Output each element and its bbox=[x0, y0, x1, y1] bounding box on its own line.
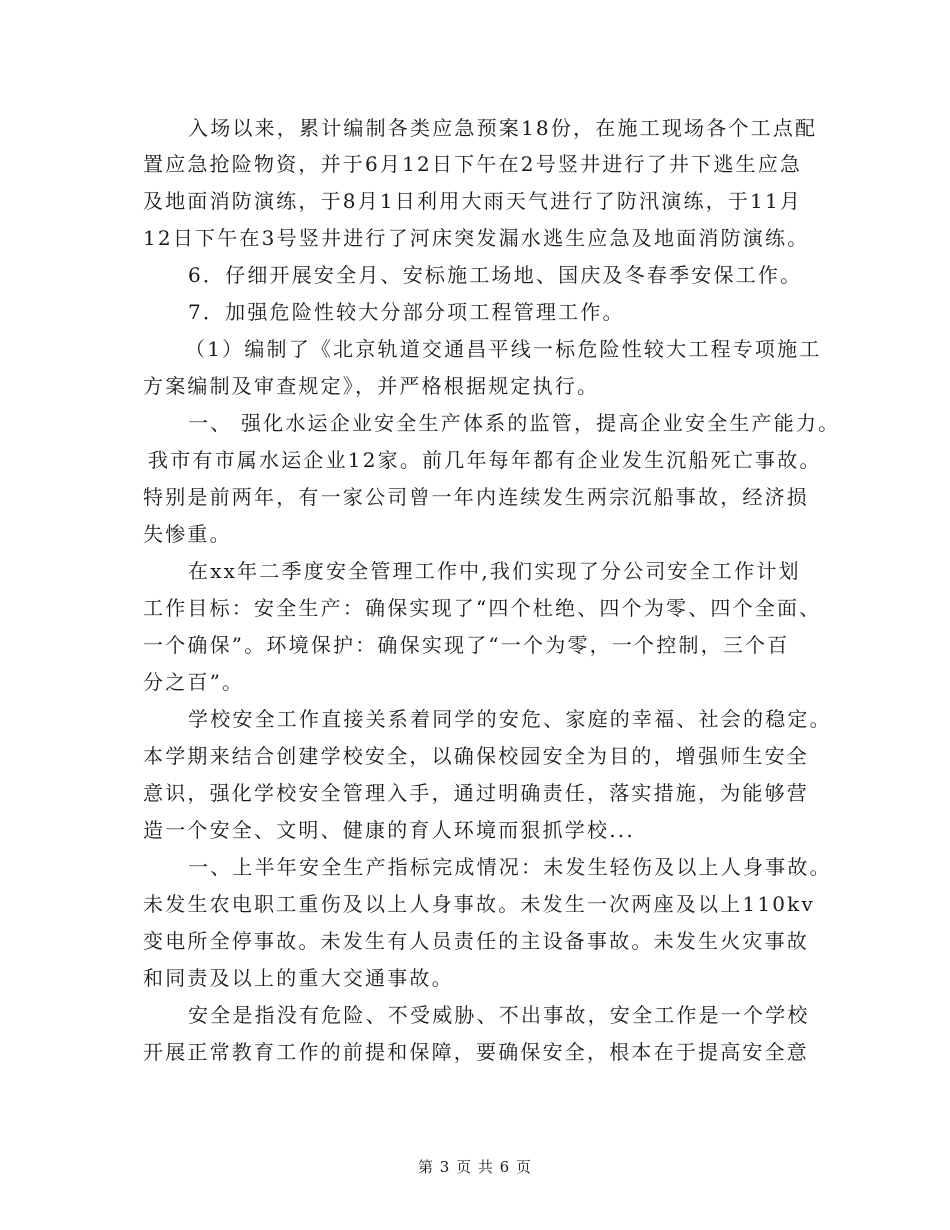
text-line: 一、 强化水运企业安全生产体系的监管，提高企业安全生产能力。 bbox=[188, 411, 841, 435]
text-line: 造一个安全、文明、健康的育人环境而狠抓学校... bbox=[143, 818, 635, 842]
text-line: 在xx年二季度安全管理工作中,我们实现了分公司安全工作计划 bbox=[188, 559, 801, 583]
text-line: 分之百”。 bbox=[143, 670, 245, 694]
text-line: 变电所全停事故。未发生有人员责任的主设备事故。未发生火灾事故 bbox=[143, 929, 809, 953]
text-line: 置应急抢险物资，并于6月12日下午在2号竖井进行了井下逃生应急 bbox=[143, 152, 803, 176]
text-line: 7．加强危险性较大分部分项工程管理工作。 bbox=[188, 300, 625, 324]
text-line: 6．仔细开展安全月、安标施工场地、国庆及冬春季安保工作。 bbox=[188, 263, 803, 287]
text-line: 特别是前两年，有一家公司曾一年内连续发生两宗沉船事故，经济损 bbox=[143, 485, 809, 509]
text-line: 方案编制及审查规定》，并严格根据规定执行。 bbox=[143, 374, 600, 398]
text-line: 本学期来结合创建学校安全，以确保校园安全为目的，增强师生安全 bbox=[143, 744, 809, 768]
text-line: 和同责及以上的重大交通事故。 bbox=[143, 966, 454, 990]
text-line: 入场以来，累计编制各类应急预案18份，在施工现场各个工点配 bbox=[188, 116, 818, 140]
text-line: 失惨重。 bbox=[143, 522, 232, 546]
text-line: 工作目标：安全生产：确保实现了“四个杜绝、四个为零、四个全面、 bbox=[143, 596, 822, 620]
text-line: 我市有市属水运企业12家。前几年每年都有企业发生沉船死亡事故。 bbox=[148, 448, 822, 472]
text-line: 意识，强化学校安全管理入手，通过明确责任，落实措施，为能够营 bbox=[143, 781, 809, 805]
text-line: 及地面消防演练，于8月1日利用大雨天气进行了防汛演练，于11月 bbox=[143, 189, 803, 213]
page-number-footer: 第 3 页 共 6 页 bbox=[418, 1158, 532, 1176]
text-line: 安全是指没有危险、不受威胁、不出事故，安全工作是一个学校 bbox=[188, 1003, 810, 1027]
text-line: 一、上半年安全生产指标完成情况：未发生轻伤及以上人身事故。 bbox=[188, 855, 832, 879]
text-line: 12日下午在3号竖井进行了河床突发漏水逃生应急及地面消防演练。 bbox=[143, 226, 810, 250]
text-line: 学校安全工作直接关系着同学的安危、家庭的幸福、社会的稳定。 bbox=[188, 707, 832, 731]
text-line: （1）编制了《北京轨道交通昌平线一标危险性较大工程专项施工 bbox=[185, 337, 822, 361]
text-line: 开展正常教育工作的前提和保障，要确保安全，根本在于提高安全意 bbox=[143, 1040, 809, 1064]
text-line: 一个确保”。环境保护：确保实现了“一个为零，一个控制，三个百 bbox=[143, 633, 790, 657]
text-line: 未发生农电职工重伤及以上人身事故。未发生一次两座及以上110kv bbox=[143, 892, 815, 916]
